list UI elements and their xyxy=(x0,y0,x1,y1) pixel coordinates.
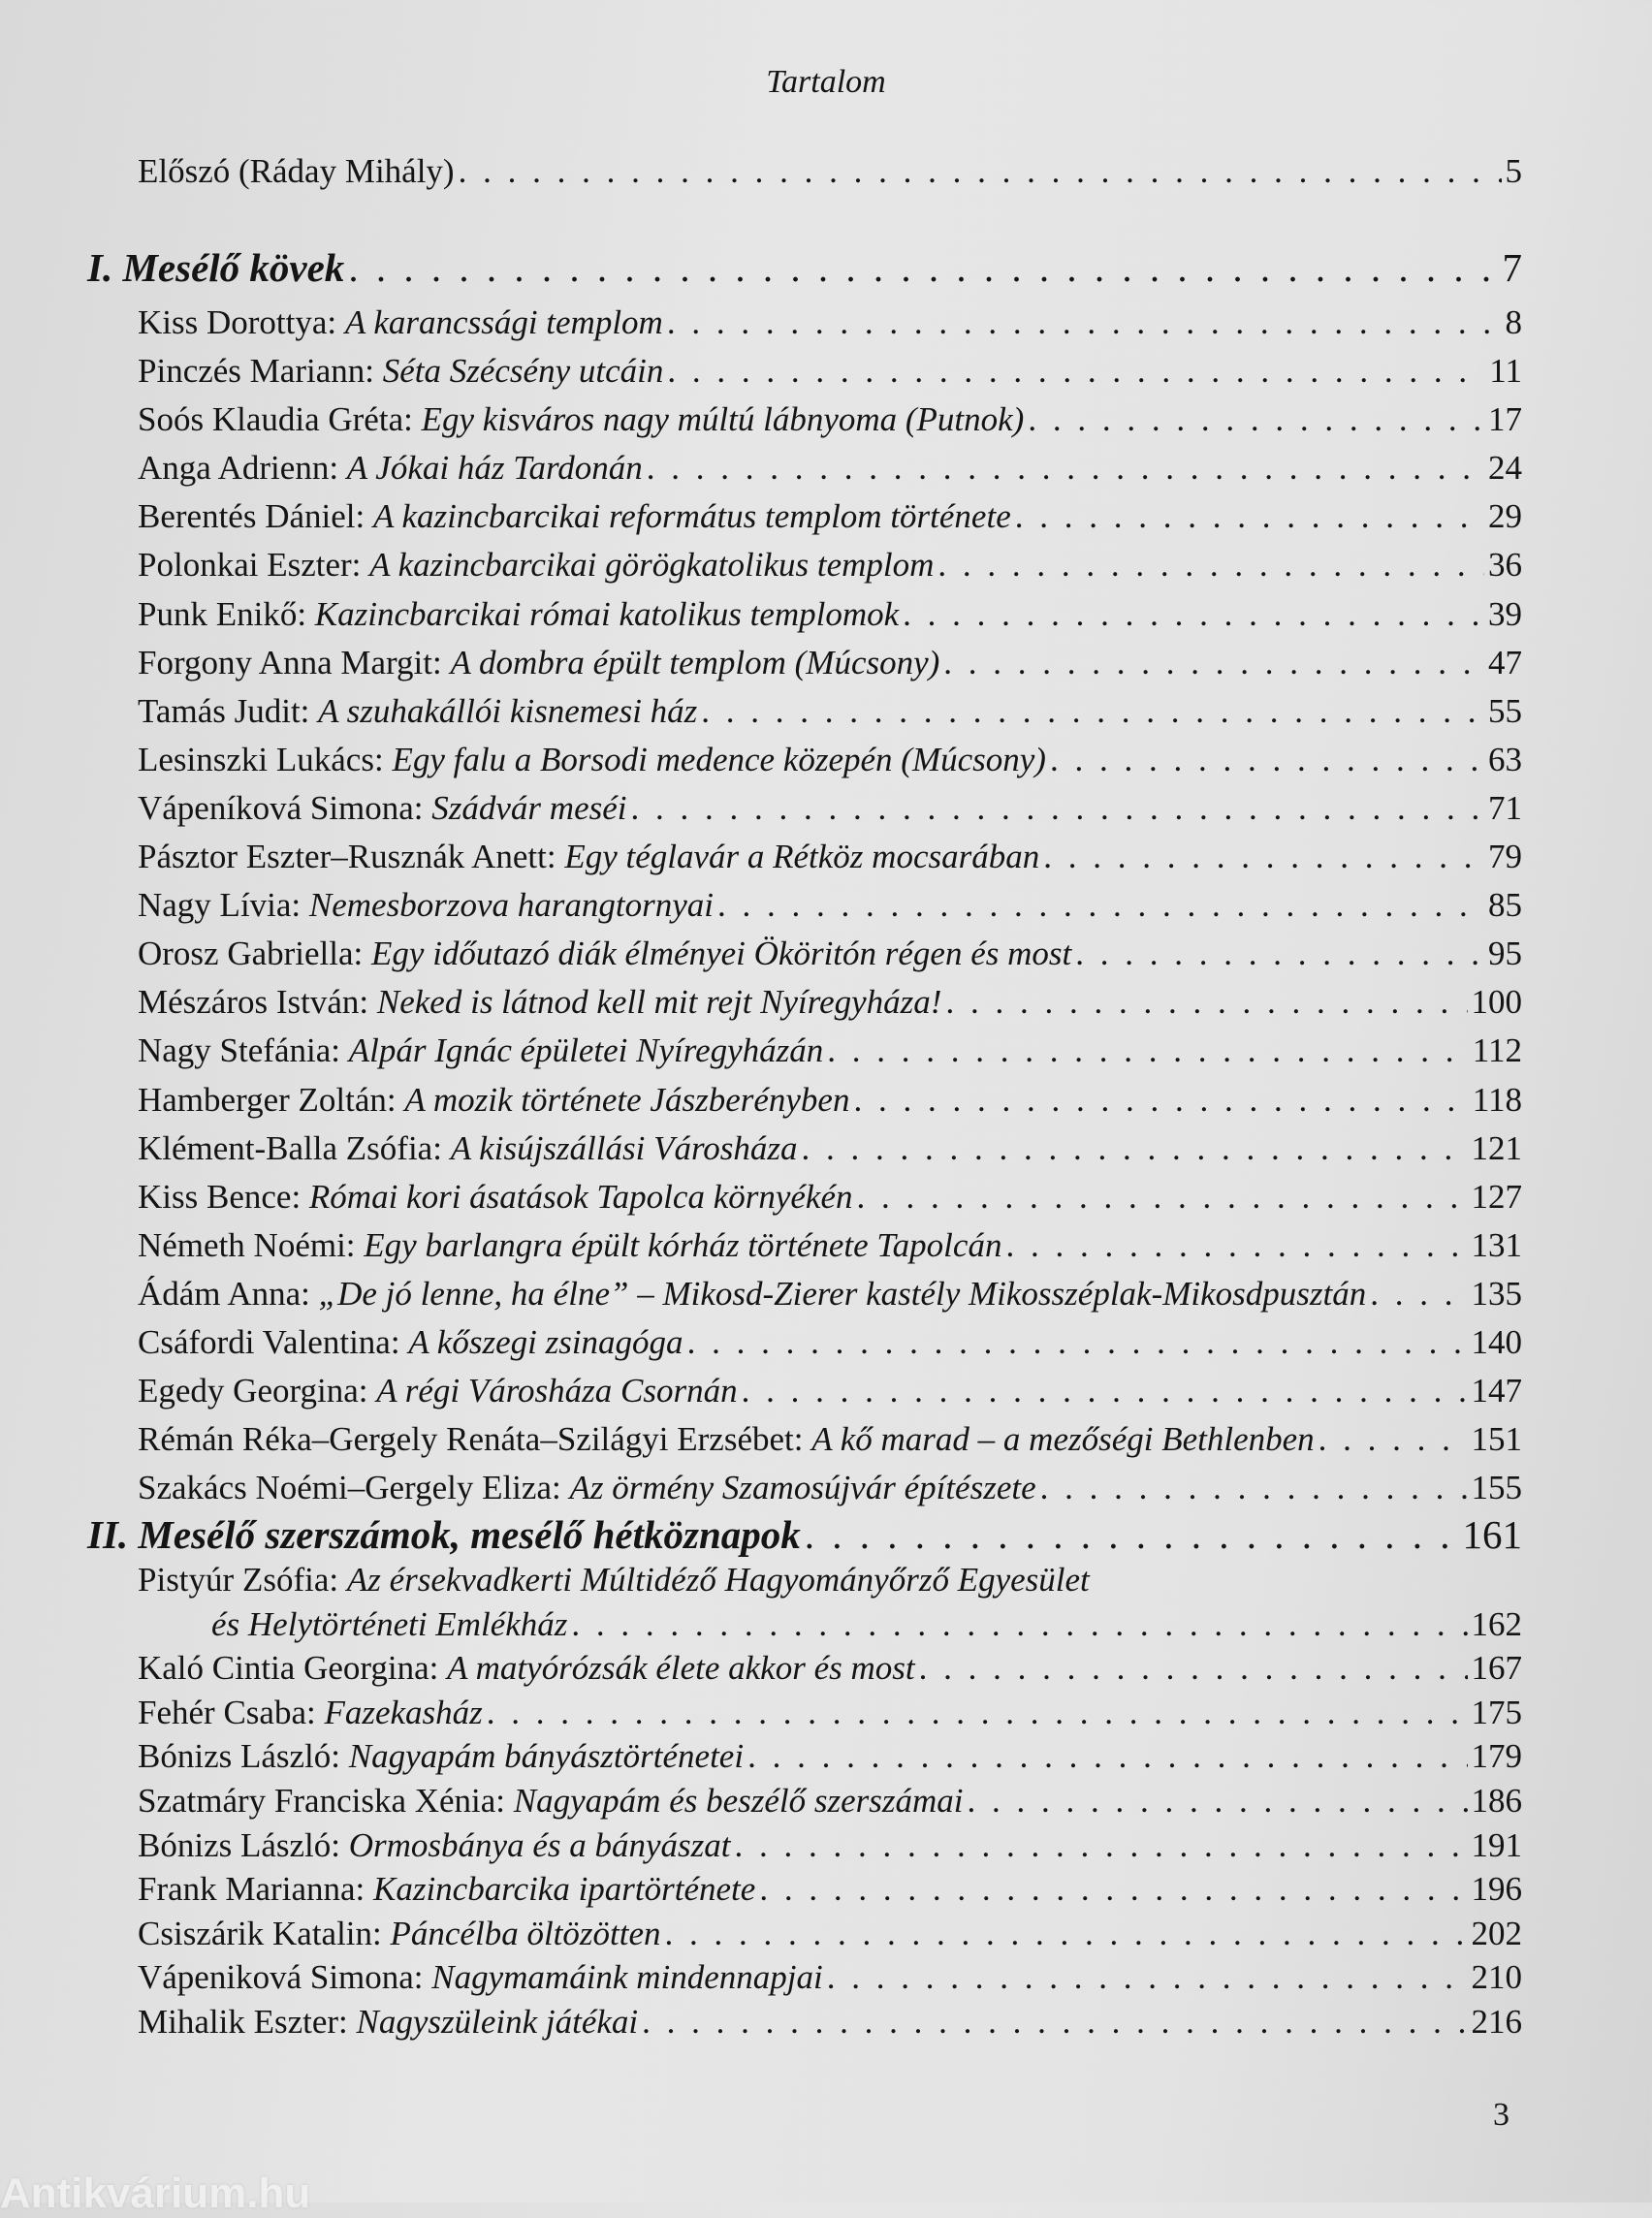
dot-leader xyxy=(903,590,1484,639)
entry-author: Rémán Réka–Gergely Renáta–Szilágyi Erzsébet: xyxy=(138,1420,812,1459)
entry-text xyxy=(87,1602,567,1647)
entry-page-number: 55 xyxy=(1488,691,1522,730)
entry-page-number: 135 xyxy=(1471,1274,1522,1313)
entry-author: Csiszárik Katalin: xyxy=(138,1914,391,1952)
section-heading[interactable] xyxy=(87,240,1522,295)
dot-leader xyxy=(642,2000,1467,2044)
dot-leader xyxy=(857,1173,1468,1221)
entry-title: Alpár Ignác épületei Nyíregyházán xyxy=(348,1031,824,1070)
entry-page-number: 162 xyxy=(1471,1604,1522,1643)
toc-entry[interactable] xyxy=(87,1734,1522,1779)
toc-entry[interactable] xyxy=(87,1076,1522,1125)
dot-leader xyxy=(1043,833,1484,881)
entry-title: A szuhakállói kisnemesi ház xyxy=(318,691,698,730)
entry-title: A kőszegi zsinagóga xyxy=(408,1322,683,1361)
entry-title: A kisújszállási Városháza xyxy=(450,1128,798,1167)
entry-title: A kazincbarcikai görögkatolikus templom xyxy=(369,546,935,585)
entry-text xyxy=(87,1270,1366,1318)
entry-text xyxy=(87,881,714,930)
entry-author: Pinczés Mariann: xyxy=(138,352,383,391)
toc-entry[interactable] xyxy=(87,1779,1522,1823)
toc-entry[interactable] xyxy=(87,1318,1522,1367)
entry-title: A kazincbarcikai református templom története xyxy=(372,497,1011,536)
entry-title: Neked is látnod kell mit rejt Nyíregyháza! xyxy=(376,983,942,1022)
entry-text xyxy=(87,833,1039,881)
section-title: II. Mesélő szerszámok, mesélő hétköznapok xyxy=(87,1512,801,1557)
preface-entry[interactable] xyxy=(87,147,1522,196)
entry-title: A Jókai ház Tardonán xyxy=(346,449,643,488)
entry-page-number: 147 xyxy=(1471,1372,1522,1410)
dot-leader xyxy=(631,784,1485,833)
toc-entry[interactable] xyxy=(87,1955,1522,2000)
entry-author: Szakács Noémi–Gergely Eliza: xyxy=(138,1469,570,1507)
entry-author: Nagy Stefánia: xyxy=(138,1031,349,1070)
section-heading[interactable] xyxy=(87,1507,1522,1562)
entry-text xyxy=(87,1734,744,1779)
toc-entry[interactable] xyxy=(87,347,1522,396)
entry-title: Az érsekvadkerti Múltidéző Hagyományőrző Egyesület xyxy=(346,1561,1090,1599)
entry-text xyxy=(87,396,1024,444)
entry-author: Orosz Gabriella: xyxy=(138,935,372,973)
entry-title: Egy barlangra épült kórház története Tapolcán xyxy=(364,1225,1002,1264)
entry-author: Pistyúr Zsófia: xyxy=(138,1561,347,1599)
entry-author: Frank Marianna: xyxy=(138,1870,373,1909)
entry-text xyxy=(87,1558,1090,1602)
toc-entry[interactable] xyxy=(87,1691,1522,1735)
dot-leader xyxy=(945,978,1467,1027)
toc-entry[interactable] xyxy=(87,299,1522,347)
entry-text xyxy=(87,1318,683,1367)
entry-page-number: 175 xyxy=(1471,1693,1522,1731)
entry-author: Soós Klaudia Gréta: xyxy=(138,400,422,439)
entry-text xyxy=(87,1173,853,1221)
dot-leader xyxy=(1075,930,1484,978)
dot-leader xyxy=(759,1867,1467,1912)
dot-leader xyxy=(1015,492,1484,541)
toc-entry[interactable] xyxy=(87,492,1522,541)
entry-page-number: 127 xyxy=(1471,1177,1522,1216)
dot-leader xyxy=(805,1507,1459,1562)
entry-title: Nemesborzova harangtornyai xyxy=(308,886,714,925)
entry-title: Fazekasház xyxy=(324,1693,483,1731)
entry-text xyxy=(87,1691,483,1735)
entry-text xyxy=(87,299,663,347)
entry-page-number: 79 xyxy=(1488,838,1522,876)
entry-text xyxy=(87,492,1011,541)
toc-entry[interactable] xyxy=(87,1867,1522,1912)
toc-entry[interactable] xyxy=(87,1823,1522,1868)
toc-entry[interactable] xyxy=(87,1464,1522,1512)
dot-leader xyxy=(687,1318,1468,1367)
entry-author: Berentés Dániel: xyxy=(138,497,373,536)
entry-text xyxy=(87,1955,823,2000)
entry-page-number: 5 xyxy=(1505,152,1522,190)
dot-leader xyxy=(1370,1270,1467,1318)
toc-entry[interactable] xyxy=(87,639,1522,687)
entry-title: A kő marad – a mezőségi Bethlenben xyxy=(811,1420,1315,1459)
entry-page-number: 112 xyxy=(1472,1031,1522,1070)
toc-entry[interactable] xyxy=(87,396,1522,444)
entry-author: Mihalik Eszter: xyxy=(138,2002,357,2041)
entry-text xyxy=(87,590,899,639)
entry-text xyxy=(87,1779,964,1823)
entry-page-number: 191 xyxy=(1471,1825,1522,1864)
entry-author: Pásztor Eszter–Rusznák Anett: xyxy=(138,838,565,876)
entry-page-number: 11 xyxy=(1489,352,1522,391)
entry-text xyxy=(87,978,941,1027)
toc-entry[interactable] xyxy=(87,784,1522,833)
entry-author: Nagy Lívia: xyxy=(138,886,309,925)
entry-title: Séta Szécsény utcáin xyxy=(382,352,664,391)
toc-entry[interactable] xyxy=(87,590,1522,639)
dot-leader xyxy=(919,1646,1468,1691)
entry-page-number: 118 xyxy=(1472,1080,1522,1119)
entry-author: Egedy Georgina: xyxy=(138,1372,377,1410)
toc-entry[interactable] xyxy=(87,541,1522,589)
entry-author: Lesinszki Lukács: xyxy=(138,740,393,778)
entry-title: A matyórózsák élete akkor és most xyxy=(447,1649,915,1688)
entry-page-number: 210 xyxy=(1471,1958,1522,1997)
entry-title: A dombra épült templom (Múcsony) xyxy=(450,643,940,681)
dot-leader xyxy=(734,1823,1467,1868)
entry-page-number: 131 xyxy=(1471,1225,1522,1264)
entry-title: A régi Városháza Csornán xyxy=(376,1372,738,1410)
page-title: Tartalom xyxy=(766,64,886,100)
entry-page-number: 202 xyxy=(1471,1914,1522,1952)
toc-entry[interactable] xyxy=(87,1270,1522,1318)
toc-entry[interactable] xyxy=(87,2000,1522,2044)
entry-author: Polonkai Eszter: xyxy=(138,546,370,585)
entry-author: Fehér Csaba: xyxy=(138,1693,325,1731)
entry-text xyxy=(87,1367,738,1415)
dot-leader xyxy=(665,1912,1468,1956)
entry-page-number: 7 xyxy=(1502,245,1522,290)
entry-title: Egy időutazó diák élményei Ököritón régen és most xyxy=(371,935,1072,973)
dot-leader xyxy=(1005,1221,1467,1270)
dot-leader xyxy=(937,541,1484,589)
entry-text xyxy=(87,1221,1001,1270)
entry-text xyxy=(87,1507,801,1562)
dot-leader xyxy=(701,687,1484,736)
section-title: I. Mesélő kövek xyxy=(87,245,345,290)
section-2-heading-block xyxy=(87,1507,1522,1562)
entry-title: Kazincbarcika ipartörténete xyxy=(372,1870,756,1909)
dot-leader xyxy=(747,1734,1467,1779)
entry-author: Anga Adrienn: xyxy=(138,449,347,488)
dot-leader xyxy=(1318,1415,1468,1464)
dot-leader xyxy=(459,147,1502,196)
entry-author: Kiss Dorottya: xyxy=(138,303,345,341)
entry-title: Nagyszüleink játékai xyxy=(356,2002,639,2041)
entry-title: Páncélba öltözötten xyxy=(390,1914,661,1952)
entry-author: Szatmáry Franciska Xénia: xyxy=(138,1781,514,1820)
entry-author: Klément-Balla Zsófia: xyxy=(138,1128,451,1167)
entry-text xyxy=(87,1415,1315,1464)
entry-text xyxy=(87,1464,1036,1512)
entry-title: Egy kisváros nagy múltú lábnyoma (Putnok) xyxy=(421,400,1025,439)
dot-leader xyxy=(827,1955,1468,2000)
entry-text xyxy=(87,1912,661,1956)
entry-page-number: 216 xyxy=(1471,2002,1522,2041)
toc-entry[interactable] xyxy=(87,881,1522,930)
dot-leader xyxy=(647,444,1484,492)
entry-author: Punk Enikő: xyxy=(138,594,315,633)
entry-page-number: 17 xyxy=(1488,400,1522,439)
section-2-entries xyxy=(87,1558,1522,2044)
entry-title: Kazincbarcikai római katolikus templomok xyxy=(314,594,900,633)
entry-author: Forgony Anna Margit: xyxy=(138,643,451,681)
entry-title: A karancssági templom xyxy=(344,303,663,341)
toc-entry[interactable] xyxy=(87,833,1522,881)
entry-author: Tamás Judit: xyxy=(138,691,319,730)
entry-text xyxy=(87,736,1046,784)
entry-page-number: 29 xyxy=(1488,497,1522,536)
dot-leader xyxy=(1050,736,1484,784)
entry-title: Egy falu a Borsodi medence közepén (Múcsony) xyxy=(392,740,1046,778)
toc-entry[interactable] xyxy=(87,1602,1522,1647)
entry-text xyxy=(87,1823,730,1868)
entry-author: Vápeníková Simona: xyxy=(138,788,432,827)
toc-entry[interactable] xyxy=(87,1221,1522,1270)
toc-entry[interactable] xyxy=(87,1646,1522,1691)
toc-entry[interactable] xyxy=(87,687,1522,736)
dot-leader xyxy=(1028,396,1484,444)
entry-text xyxy=(87,639,939,687)
toc-entry[interactable] xyxy=(87,930,1522,978)
entry-page-number: 24 xyxy=(1488,449,1522,488)
entry-page-number: 8 xyxy=(1505,303,1522,341)
entry-text xyxy=(87,1076,849,1125)
entry-author: Hamberger Zoltán: xyxy=(138,1080,405,1119)
entry-page-number: 100 xyxy=(1471,983,1522,1022)
entry-author: Vápeniková Simona: xyxy=(138,1958,432,1997)
dot-leader xyxy=(717,881,1484,930)
entry-title: Szádvár meséi xyxy=(431,788,627,827)
entry-text xyxy=(87,1125,798,1173)
entry-author: Mészáros István: xyxy=(138,983,377,1022)
entry-title: Nagymamáink mindennapjai xyxy=(431,1958,823,1997)
dot-leader xyxy=(487,1691,1468,1735)
entry-author: Csáfordi Valentina: xyxy=(138,1322,409,1361)
entry-page-number: 186 xyxy=(1471,1781,1522,1820)
entry-text xyxy=(87,1646,915,1691)
toc-entry[interactable] xyxy=(87,1125,1522,1173)
toc-entry[interactable] xyxy=(87,736,1522,784)
entry-page-number: 63 xyxy=(1488,740,1522,778)
entry-text xyxy=(87,240,344,295)
toc-entry[interactable] xyxy=(87,1558,1522,1602)
entry-page-number: 85 xyxy=(1488,886,1522,925)
dot-leader xyxy=(742,1367,1468,1415)
dot-leader xyxy=(348,240,1498,295)
entry-title: Nagyapám és beszélő szerszámai xyxy=(513,1781,964,1820)
entry-page-number: 161 xyxy=(1462,1512,1522,1557)
entry-title: és Helytörténeti Emlékház xyxy=(211,1604,568,1643)
dot-leader xyxy=(853,1076,1468,1125)
entry-text xyxy=(87,687,697,736)
entry-page-number: 71 xyxy=(1488,788,1522,827)
entry-title: Nagyapám bányásztörténetei xyxy=(348,1737,745,1776)
entry-title: „De jó lenne, ha élne” – Mikosd-Zierer kastély Mikosszéplak-Mikosdpusztán xyxy=(318,1274,1367,1313)
entry-page-number: 179 xyxy=(1471,1737,1522,1776)
entry-text xyxy=(87,347,663,396)
entry-page-number: 95 xyxy=(1488,935,1522,973)
toc-entry[interactable] xyxy=(87,1173,1522,1221)
entry-text xyxy=(87,930,1071,978)
toc-entry[interactable] xyxy=(87,1912,1522,1956)
entry-author: Bónizs László: xyxy=(138,1737,349,1776)
toc-entry[interactable] xyxy=(87,1027,1522,1075)
entry-page-number: 121 xyxy=(1471,1128,1522,1167)
entry-text xyxy=(87,147,455,196)
entry-page-number: 196 xyxy=(1471,1870,1522,1909)
dot-leader xyxy=(968,1779,1468,1823)
entry-title: A mozik története Jászberényben xyxy=(404,1080,850,1119)
entry-page-number: 155 xyxy=(1471,1469,1522,1507)
entry-text xyxy=(87,2000,638,2044)
entry-title: Az örmény Szamosújvár építészete xyxy=(569,1469,1036,1507)
entry-page-number: 140 xyxy=(1471,1322,1522,1361)
dot-leader xyxy=(827,1027,1469,1075)
entry-author: Ádám Anna: xyxy=(138,1274,319,1313)
dot-leader xyxy=(943,639,1484,687)
entry-text xyxy=(87,444,643,492)
entry-text xyxy=(87,1867,755,1912)
entry-author: Bónizs László: xyxy=(138,1825,349,1864)
entry-author: Németh Noémi: xyxy=(138,1225,365,1264)
entry-text xyxy=(87,541,934,589)
section-1-entries xyxy=(87,299,1522,1512)
toc-entry[interactable] xyxy=(87,1415,1522,1464)
entry-title: Egy téglavár a Rétköz mocsarában xyxy=(564,838,1040,876)
page-number: 3 xyxy=(1493,2097,1509,2133)
entry-page-number: 39 xyxy=(1488,594,1522,633)
entry-author: Kiss Bence: xyxy=(138,1177,309,1216)
entry-text xyxy=(87,784,627,833)
dot-leader xyxy=(571,1602,1467,1647)
entry-author: Előszó (Ráday Mihály) xyxy=(138,152,455,190)
entry-text xyxy=(87,1027,823,1075)
toc-entry[interactable] xyxy=(87,978,1522,1027)
entry-title: Római kori ásatások Tapolca környékén xyxy=(308,1177,853,1216)
watermark-logo: Antikvárium.hu xyxy=(0,2170,311,2217)
entry-page-number: 151 xyxy=(1471,1420,1522,1459)
entry-page-number: 47 xyxy=(1488,643,1522,681)
entry-page-number: 36 xyxy=(1488,546,1522,585)
entry-page-number: 167 xyxy=(1471,1649,1522,1688)
section-1-heading-block xyxy=(87,240,1522,295)
preface-block xyxy=(87,147,1522,196)
dot-leader xyxy=(1040,1464,1468,1512)
toc-entry[interactable] xyxy=(87,1367,1522,1415)
dot-leader xyxy=(802,1125,1468,1173)
entry-author: Kaló Cintia Georgina: xyxy=(138,1649,448,1688)
entry-title: Ormosbánya és a bányászat xyxy=(348,1825,731,1864)
toc-entry[interactable] xyxy=(87,444,1522,492)
dot-leader xyxy=(667,347,1485,396)
dot-leader xyxy=(667,299,1502,347)
